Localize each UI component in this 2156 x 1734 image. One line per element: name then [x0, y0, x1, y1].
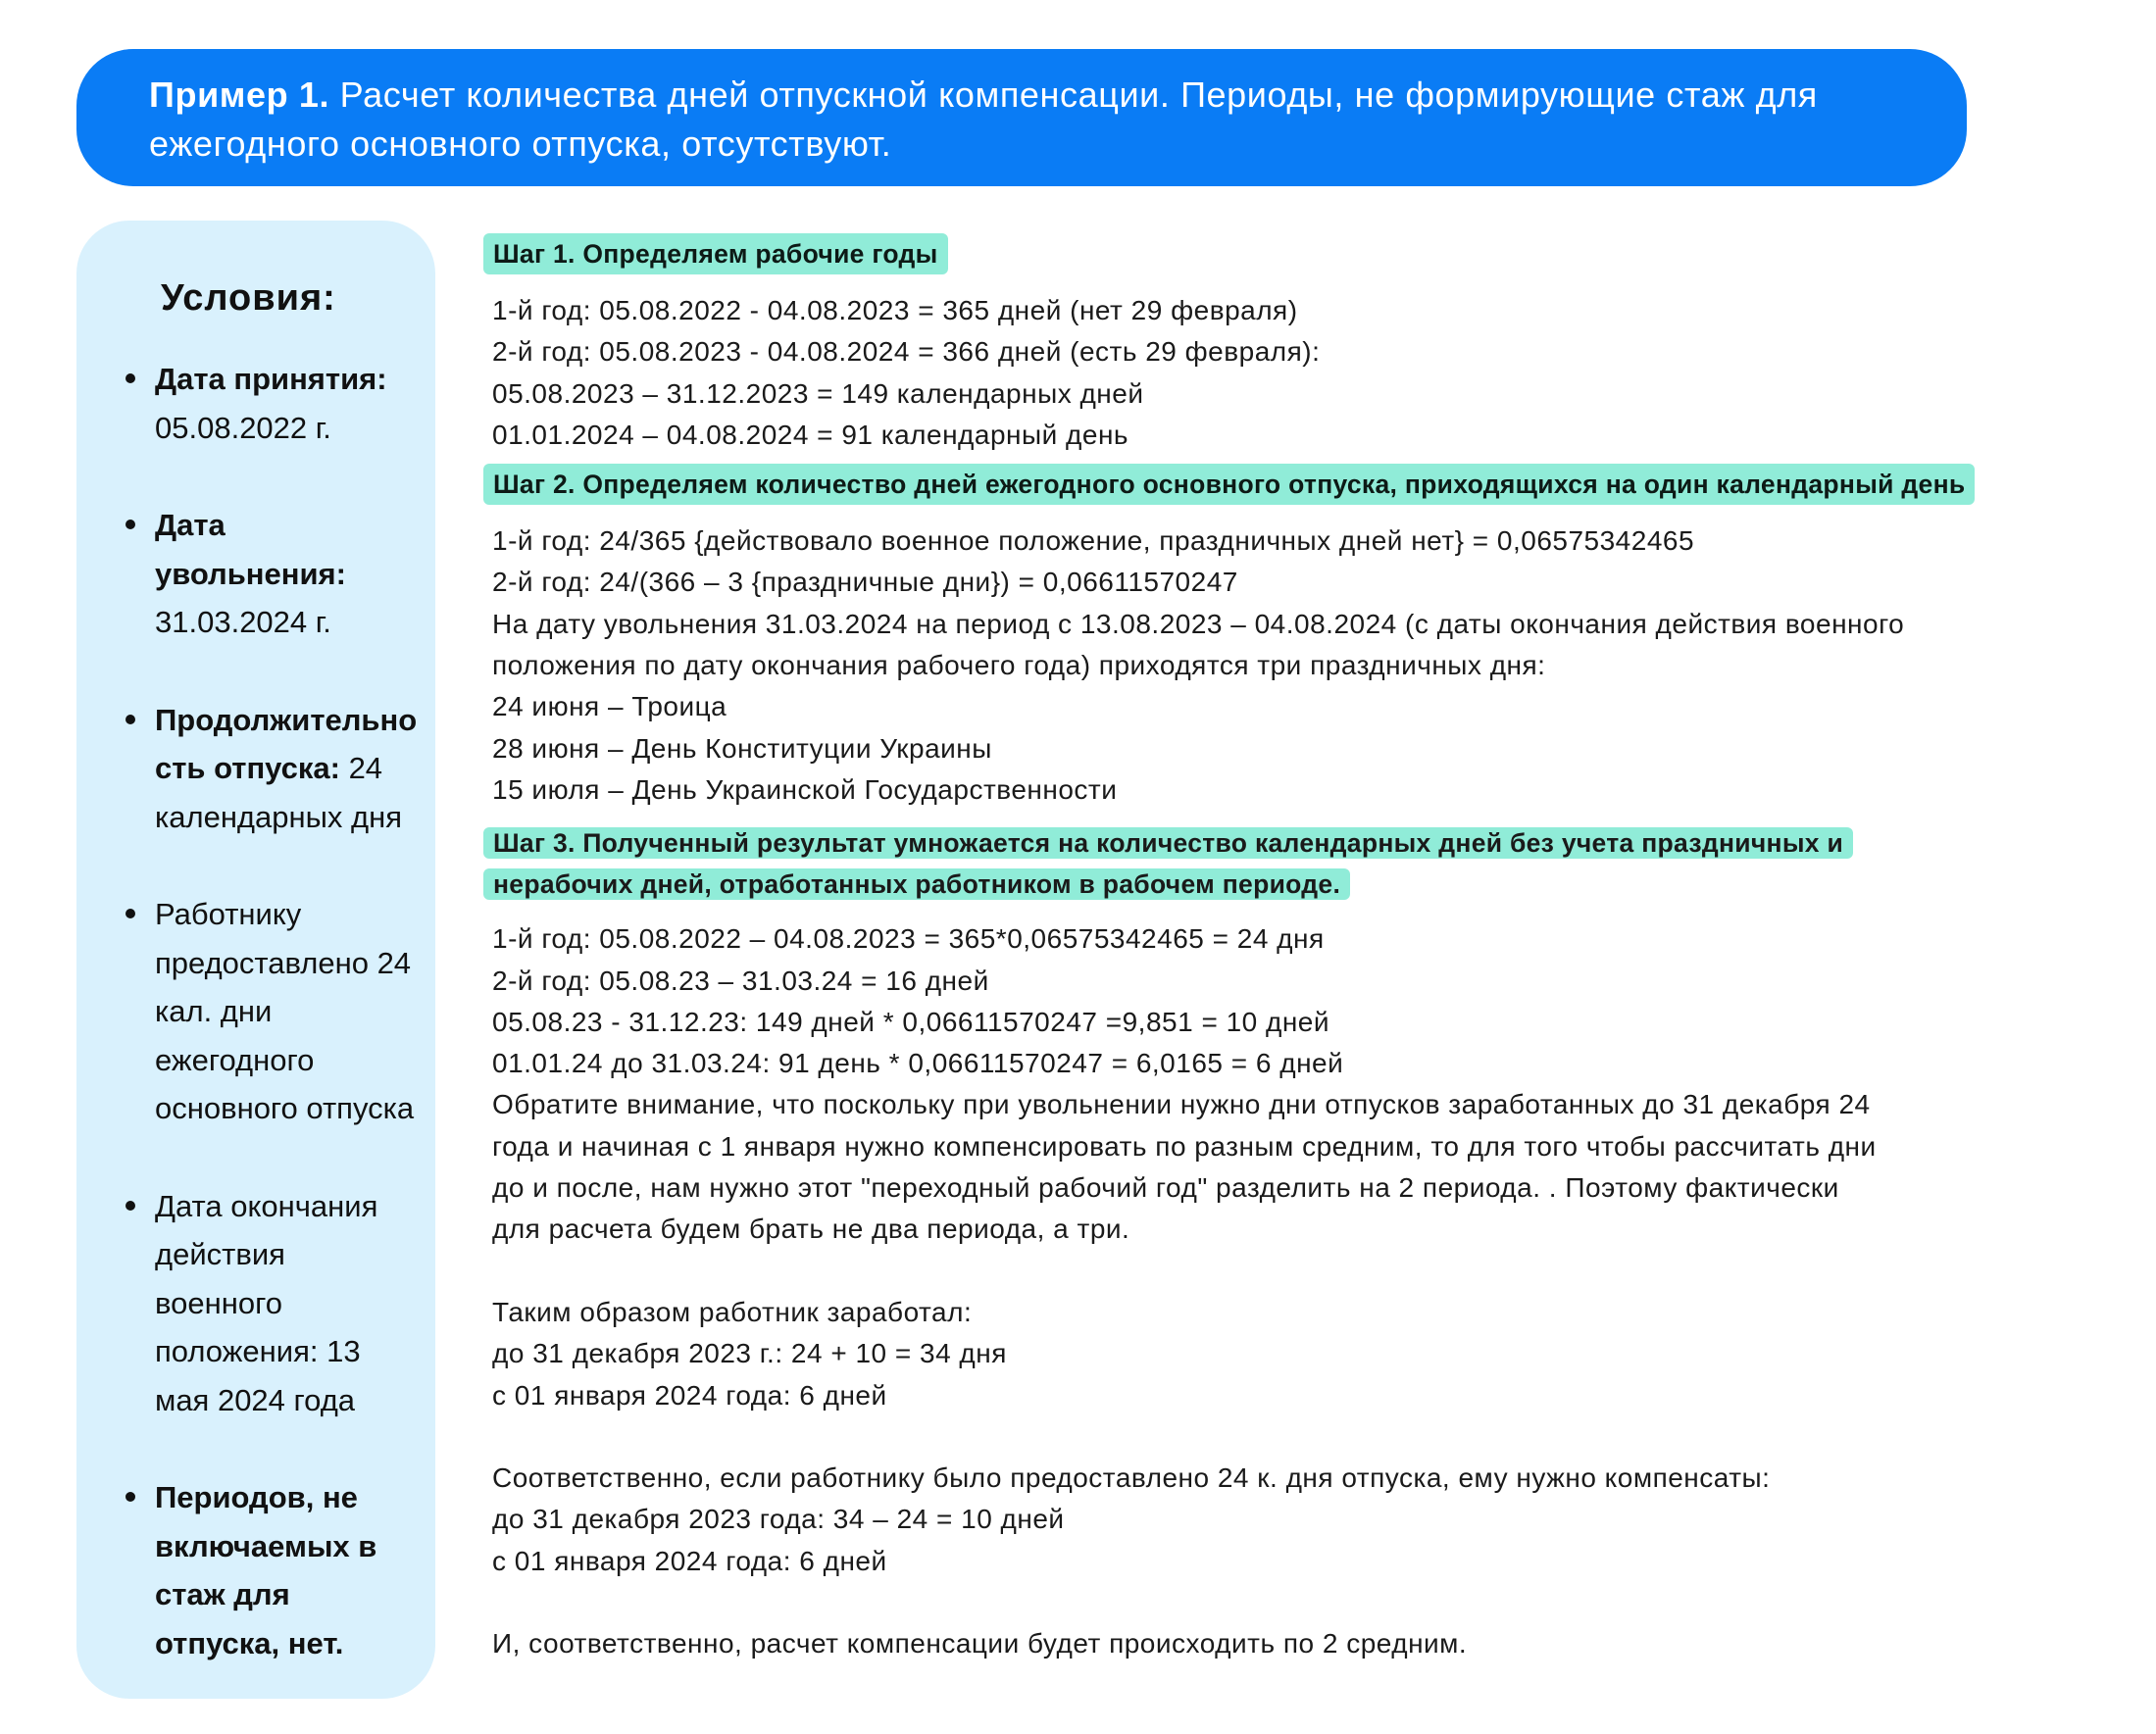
- step-1-body: [492, 290, 2091, 456]
- summary-compensate-line: до 31 декабря 2023 года: 34 – 24 = 10 дней: [492, 1504, 1065, 1535]
- conditions-heading: Условия:: [161, 277, 336, 319]
- banner-title-bold: Пример 1.: [149, 74, 330, 115]
- step-1-line: 01.01.2024 – 04.08.2024 = 91 календарный день: [492, 419, 1128, 450]
- condition-value: Дата окончания действия военного положения: 13 мая 2024 года: [155, 1188, 378, 1417]
- step-3-title-line-1: Шаг 3. Полученный результат умножается на количество календарных дней без учета праздничных и: [483, 827, 1853, 859]
- step-3-line: 01.01.24 до 31.03.24: 91 день * 0,06611570247 = 6,0165 = 6 дней: [492, 1048, 1344, 1079]
- banner-title-text: Расчет количества дней отпускной компенсации. Периоды, не формирующие стаж для: [329, 74, 1818, 115]
- step-3-line: до и после, нам нужно этот "переходный рабочий год" разделить на 2 периода. . Поэтому фактически: [492, 1172, 1839, 1204]
- condition-hire-date: [124, 355, 418, 452]
- step-1-title: Шаг 1. Определяем рабочие годы: [483, 233, 948, 274]
- step-3-line: года и начиная с 1 января нужно компенсировать по разным средним, то для того чтобы рассчитать дни: [492, 1130, 1877, 1162]
- condition-martial-law-end: [124, 1182, 418, 1425]
- condition-label: Дата принятия:: [155, 362, 387, 396]
- banner-line-2: ежегодного основного отпуска, отсутствуют.: [149, 124, 892, 164]
- step-3-title: [483, 822, 2091, 905]
- condition-value: 24 календарных дня: [155, 751, 403, 834]
- condition-dismissal-date: [124, 501, 418, 647]
- step-2-body: [492, 520, 2091, 811]
- step-3-line: Обратите внимание, что поскольку при увольнении нужно дни отпусков заработанных до 31 декабря 24: [492, 1089, 1871, 1120]
- summary-earned-line: с 01 января 2024 года: 6 дней: [492, 1379, 887, 1411]
- summary-compensate-line: Соответственно, если работнику было предоставлено 24 к. дня отпуска, ему нужно компенсаты:: [492, 1462, 1771, 1494]
- step-3-title-line-2: нерабочих дней, отработанных работником в рабочем периоде.: [483, 868, 1350, 900]
- conditions-list: [124, 355, 418, 1667]
- step-1-line: 2-й год: 05.08.2023 - 04.08.2024 = 366 дней (есть 29 февраля):: [492, 336, 1321, 368]
- condition-label: Периодов, не включаемых в стаж для отпуска, нет.: [155, 1480, 377, 1660]
- step-3-line: 05.08.23 - 31.12.23: 149 дней * 0,06611570247 =9,851 = 10 дней: [492, 1006, 1330, 1037]
- step-2-line: 15 июля – День Украинской Государственности: [492, 773, 1118, 805]
- step-2-line: 1-й год: 24/365 {действовало военное положение, праздничных дней нет} = 0,06575342465: [492, 525, 1695, 557]
- conclusion-line: И, соответственно, расчет компенсации будет происходить по 2 средним.: [492, 1628, 1468, 1660]
- step-2-line: 28 июня – День Конституции Украины: [492, 732, 992, 764]
- step-2-line: На дату увольнения 31.03.2024 на период с 13.08.2023 – 04.08.2024 (с даты окончания действия военного: [492, 608, 1905, 639]
- spacer: [492, 1251, 2091, 1292]
- condition-value: 31.03.2024 г.: [155, 605, 331, 639]
- conditions-panel: [76, 221, 435, 1699]
- condition-granted-days: [124, 890, 418, 1133]
- banner-line-1: [149, 71, 1967, 120]
- calculation-steps: [483, 233, 2091, 1665]
- step-2-line: 24 июня – Троица: [492, 691, 727, 722]
- step-3-line: для расчета будем брать не два периода, а три.: [492, 1214, 1130, 1245]
- condition-label: Продолжительно сть отпуска:: [155, 702, 418, 785]
- condition-label: Дата увольнения:: [155, 508, 346, 591]
- summary-earned-line: Таким образом работник заработал:: [492, 1296, 973, 1327]
- condition-excluded-periods: [124, 1473, 418, 1667]
- condition-vacation-length: [124, 696, 418, 842]
- summary-compensate-line: с 01 января 2024 года: 6 дней: [492, 1545, 887, 1576]
- step-3-body: [492, 918, 2091, 1664]
- spacer: [492, 1582, 2091, 1623]
- step-2-line: положения по дату окончания рабочего года) приходятся три праздничных дня:: [492, 650, 1546, 681]
- title-banner: [76, 49, 1967, 186]
- step-2-title: Шаг 2. Определяем количество дней ежегодного основного отпуска, приходящихся на один календарный день: [483, 464, 1975, 505]
- step-3-line: 2-й год: 05.08.23 – 31.03.24 = 16 дней: [492, 965, 989, 996]
- step-1-line: 1-й год: 05.08.2022 - 04.08.2023 = 365 дней (нет 29 февраля): [492, 295, 1298, 325]
- step-2-line: 2-й год: 24/(366 – 3 {праздничные дни}) = 0,06611570247: [492, 567, 1238, 598]
- condition-value: 05.08.2022 г.: [155, 410, 331, 445]
- summary-earned-line: до 31 декабря 2023 г.: 24 + 10 = 34 дня: [492, 1338, 1007, 1369]
- condition-value: Работнику предоставлено 24 кал. дни ежегодного основного отпуска: [155, 897, 415, 1125]
- spacer: [492, 1416, 2091, 1458]
- step-1-line: 05.08.2023 – 31.12.2023 = 149 календарных дней: [492, 377, 1144, 409]
- step-3-line: 1-й год: 05.08.2022 – 04.08.2023 = 365*0,06575342465 = 24 дня: [492, 923, 1325, 955]
